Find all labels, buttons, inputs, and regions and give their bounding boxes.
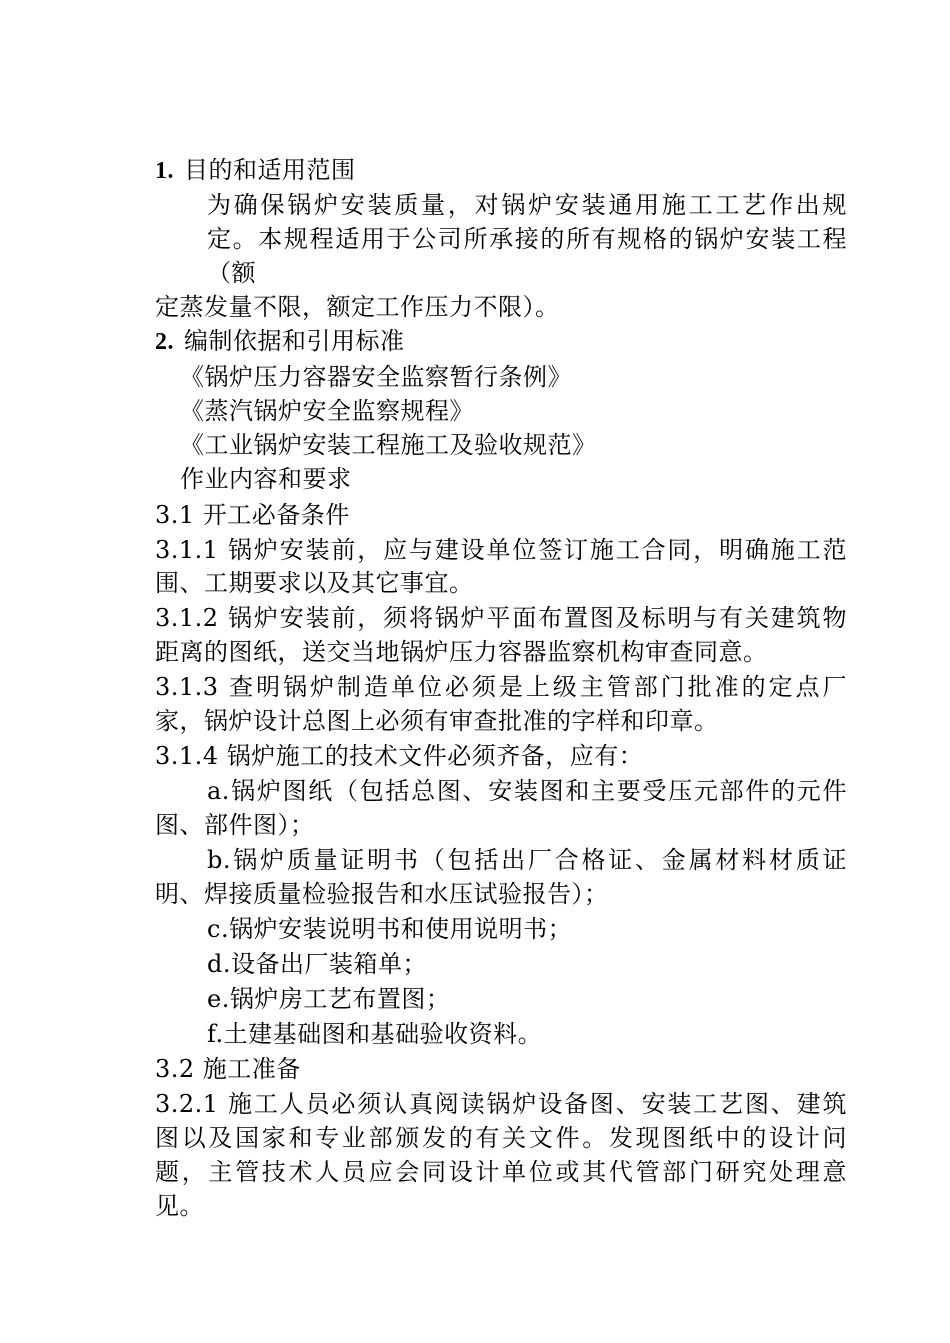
section-3-2-heading: 3.2 施工准备 — [155, 1055, 301, 1083]
reference-standard: 《锅炉压力容器安全监察暂行条例》 — [180, 363, 572, 391]
subitem-b-line-2: 明、焊接质量检验报告和水压试验报告）； — [155, 880, 609, 908]
item-3-1-4: 3.1.4 锅炉施工的技术文件必须齐备，应有： — [155, 742, 644, 770]
item-3-2-1-line-1: 3.2.1 施工人员必须认真阅读锅炉设备图、安装工艺图、建筑 — [155, 1090, 847, 1118]
subitem-e: e.锅炉房工艺布置图； — [207, 985, 451, 1013]
subitem-b-line-1: b.锅炉质量证明书（包括出厂合格证、金属材料材质证 — [207, 846, 847, 874]
section-1-paragraph-line-4: 定蒸发量不限，额定工作压力不限）。 — [155, 293, 560, 321]
section-3-1-heading: 3.1 开工必备条件 — [155, 501, 350, 529]
subitem-d: d.设备出厂装箱单； — [207, 950, 427, 978]
item-3-1-1-line-1: 3.1.1 锅炉安装前，应与建设单位签订施工合同，明确施工范 — [155, 536, 847, 564]
section-1-paragraph-line-3: （额 — [207, 259, 256, 287]
subitem-f: f.土建基础图和基础验收资料。 — [207, 1020, 543, 1048]
section-1-number: 1. — [155, 158, 174, 184]
section-1-paragraph-line-1: 为确保锅炉安装质量，对锅炉安装通用施工工艺作出规 — [207, 191, 847, 219]
section-3-heading: 作业内容和要求 — [180, 465, 352, 493]
item-3-1-2-line-1: 3.1.2 锅炉安装前，须将锅炉平面布置图及标明与有关建筑物 — [155, 604, 847, 632]
section-2-title: 编制依据和引用标准 — [184, 327, 405, 355]
section-1-title: 目的和适用范围 — [184, 156, 356, 184]
section-2-heading — [155, 326, 405, 356]
section-1-heading — [155, 155, 356, 185]
subitem-a-line-2: 图、部件图）； — [155, 811, 315, 839]
item-3-2-1-line-4: 见。 — [155, 1192, 204, 1220]
subitem-c: c.锅炉安装说明书和使用说明书； — [207, 915, 573, 943]
item-3-1-2-line-2: 距离的图纸，送交当地锅炉压力容器监察机构审查同意。 — [155, 638, 768, 666]
item-3-1-3-line-1: 3.1.3 查明锅炉制造单位必须是上级主管部门批准的定点厂 — [155, 673, 847, 701]
reference-standard: 《工业锅炉安装工程施工及验收规范》 — [180, 431, 597, 459]
item-3-2-1-line-2: 图以及国家和专业部颁发的有关文件。发现图纸中的设计问 — [155, 1124, 847, 1152]
subitem-a-line-1: a.锅炉图纸（包括总图、安装图和主要受压元部件的元件 — [207, 777, 847, 805]
item-3-1-3-line-2: 家，锅炉设计总图上必须有审查批准的字样和印章。 — [155, 707, 719, 735]
item-3-1-1-line-2: 围、工期要求以及其它事宜。 — [155, 569, 474, 597]
section-2-number: 2. — [155, 329, 174, 355]
item-3-2-1-line-3: 题，主管技术人员应会同设计单位或其代管部门研究处理意 — [155, 1158, 847, 1186]
section-1-paragraph-line-2: 定。本规程适用于公司所承接的所有规格的锅炉安装工程 — [207, 225, 847, 253]
reference-standard: 《蒸汽锅炉安全监察规程》 — [180, 397, 474, 425]
